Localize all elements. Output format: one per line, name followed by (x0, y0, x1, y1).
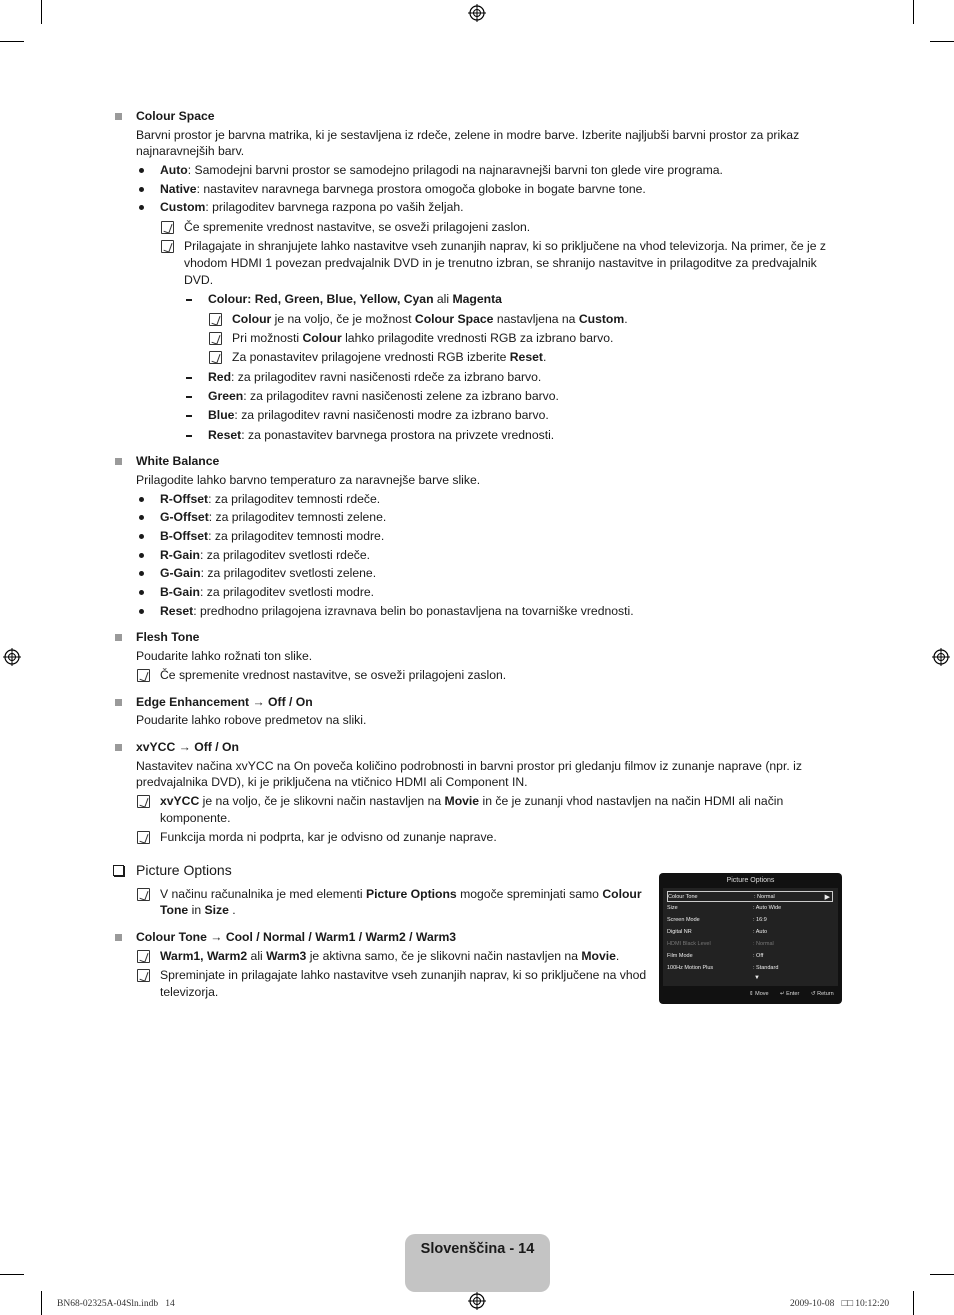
auto-item: Auto: Samodejni barvni prostor se samodejno prilagodi na najnaravnejši barvni ton glede vire programa. (160, 163, 723, 177)
colour-space-desc: najnaravnejših barv. (136, 144, 245, 158)
page-number: Slovenščina - 14 (420, 1241, 535, 1257)
section-bullet (115, 113, 122, 120)
list-item: R-Gain: za prilagoditev svetlosti rdeče. (160, 548, 370, 562)
move-icon: ⇕ (749, 991, 754, 997)
print-date: 2009-10-08 □□ 10:12:20 (790, 1299, 890, 1309)
colour-space-title: Colour Space (136, 109, 215, 123)
native-item: Native: nastavitev naravnega barvnega prostora omogoča globoke in bogate barvne tone. (160, 182, 646, 196)
tv-menu-item: 100Hz Motion Plus : Standard (667, 965, 779, 971)
edge-enhancement-title: Edge Enhancement → Off / On (136, 695, 313, 709)
list-item: B-Offset: za prilagoditev temnosti modre. (160, 529, 385, 543)
green-item: Green: za prilagoditev ravni nasičenosti zelene za izbrano barvo. (208, 389, 559, 403)
white-balance-desc: Prilagodite lahko barvno temperaturo za naravnejše barve slike. (136, 473, 481, 487)
note-text: xvYCC je na voljo, če je slikovni način nastavljen na Movie in če je zunanji vhod nastavljen na način HDMI ali način (160, 794, 784, 808)
crop-mark (0, 1274, 24, 1275)
tv-footer-return: ↺ Return (811, 991, 834, 997)
note-text: Spreminjate in prilagajate lahko nastavitve vseh zunanjih naprav, ki so priključene na vhod (160, 968, 647, 982)
registration-mark-icon (3, 648, 21, 666)
tv-menu-title: Picture Options (726, 877, 775, 884)
custom-item: Custom: prilagoditev barvnega razpona po vaših željah. (160, 200, 464, 214)
note-icon (137, 950, 150, 963)
dash-bullet (186, 299, 192, 301)
note-text: Funkcija morda ni podprta, kar je odvisno od zunanje naprave. (160, 830, 497, 844)
note-text: V načinu računalnika je med elementi Picture Options mogoče spreminjati samo Colour (160, 887, 642, 901)
section-bullet (115, 744, 122, 751)
bullet (139, 205, 144, 210)
note-icon (137, 831, 150, 844)
xvycc-title: xvYCC → Off / On (136, 740, 239, 754)
enter-icon: ↵ (780, 991, 785, 997)
bullet (139, 187, 144, 192)
section-bullet (115, 634, 122, 641)
list-item: G-Gain: za prilagoditev svetlosti zelene. (160, 566, 377, 580)
note-text: komponente. (160, 811, 231, 825)
note-text: vhodom HDMI 1 povezan predvajalnik DVD in je trenutno izbran, se shranijo nastavitve in prilagoditve za predvajalnik (184, 256, 817, 270)
xvycc-desc: predvajalnika DVD), ki je priključena na vtičnico HDMI ali Component IN. (136, 775, 528, 789)
xvycc-desc: Nastavitev načina xvYCC na On poveča količino podrobnosti in barvni prostor pri gledanju filmov iz zunanje naprave (npr. iz (136, 759, 802, 773)
tv-menu-item: Film Mode : Off (667, 953, 764, 959)
list-item: Reset: predhodno prilagojena izravnava belin bo ponastavljena na tovarniške vrednosti. (160, 604, 634, 618)
tv-menu-item: Digital NR : Auto (667, 929, 768, 935)
crop-mark (0, 41, 24, 42)
note-text: DVD. (184, 273, 214, 287)
crop-mark (930, 41, 954, 42)
bullet (139, 571, 144, 576)
note-text: Pri možnosti Colour lahko prilagodite vrednosti RGB za izbrano barvo. (232, 331, 614, 345)
tv-menu-item: Size : Auto Wide (667, 905, 782, 911)
tv-footer-move: ⇕ Move (749, 991, 769, 997)
note-text: Za ponastavitev prilagojene vrednosti RGB izberite Reset. (232, 350, 547, 364)
flesh-tone-desc: Poudarite lahko rožnati ton slike. (136, 649, 313, 663)
note-icon (161, 221, 174, 234)
bullet (139, 553, 144, 558)
reset-item: Reset: za ponastavitev barvnega prostora na privzete vrednosti. (208, 428, 555, 442)
tv-footer-enter: ↵ Enter (780, 991, 800, 997)
note-text: Če spremenite vrednost nastavitve, se osveži prilagojeni zaslon. (184, 220, 531, 234)
bullet (139, 609, 144, 614)
dash-bullet (186, 396, 192, 398)
white-balance-title: White Balance (136, 454, 220, 468)
tv-menu-list (663, 888, 838, 986)
section-bullet (115, 934, 122, 941)
tv-menu-screenshot (659, 873, 842, 1004)
edge-enhancement-desc: Poudarite lahko robove predmetov na sliki. (136, 713, 367, 727)
list-item: G-Offset: za prilagoditev temnosti zelene. (160, 510, 387, 524)
bullet (139, 497, 144, 502)
colour-subtitle: Colour: Red, Green, Blue, Yellow, Cyan ali Magenta (208, 292, 502, 306)
note-icon (209, 332, 222, 345)
list-item: R-Offset: za prilagoditev temnosti rdeče. (160, 492, 381, 506)
note-text: Colour je na voljo, če je možnost Colour Space nastavljena na Custom. (232, 312, 628, 326)
note-icon (137, 669, 150, 682)
note-text: Warm1, Warm2 ali Warm3 je aktivna samo, če je slikovni način nastavljen na Movie. (160, 949, 620, 963)
picture-options-heading: Picture Options (136, 862, 232, 878)
arrow-right-icon: ▶ (824, 894, 830, 901)
note-text: Prilagajate in shranjujete lahko nastavitve vseh zunanjih naprav, ki so priključene na vhod televizorja. Na primer, če je z (184, 239, 826, 253)
registration-mark-icon (468, 4, 486, 22)
colour-tone-title: Colour Tone → Cool / Normal / Warm1 / Warm2 / Warm3 (136, 930, 457, 944)
colour-space-desc: Barvni prostor je barvna matrika, ki je sestavljena iz rdeče, zelene in modre barve. Izberite najljubši barvni prostor za prikaz (136, 128, 800, 142)
dash-bullet (186, 415, 192, 417)
bullet (139, 590, 144, 595)
flesh-tone-title: Flesh Tone (136, 630, 200, 644)
registration-mark-icon (932, 648, 950, 666)
note-text: Tone in Size . (160, 903, 236, 917)
scroll-down-icon: ▼ (754, 975, 760, 981)
note-icon (209, 313, 222, 326)
tv-menu-item: Colour Tone : Normal ▶ (667, 891, 833, 902)
crop-mark (41, 1291, 42, 1315)
list-item: B-Gain: za prilagoditev svetlosti modre. (160, 585, 375, 599)
crop-mark (41, 0, 42, 24)
registration-mark-icon (468, 1292, 486, 1310)
note-icon (161, 240, 174, 253)
note-icon (209, 351, 222, 364)
dash-bullet (186, 377, 192, 379)
red-item: Red: za prilagoditev ravni nasičenosti rdeče za izbrano barvo. (208, 370, 542, 384)
bullet (139, 168, 144, 173)
bullet (139, 515, 144, 520)
blue-item: Blue: za prilagoditev ravni nasičenosti modre za izbrano barvo. (208, 408, 549, 422)
file-info: BN68-02325A-04Sln.indb 14 (57, 1299, 175, 1309)
note-text: Če spremenite vrednost nastavitve, se osveži prilagojeni zaslon. (160, 668, 507, 682)
section-bullet (115, 699, 122, 706)
crop-mark (930, 1274, 954, 1275)
tv-menu-item: Screen Mode : 16:9 (667, 917, 767, 923)
note-icon (137, 969, 150, 982)
note-icon (137, 795, 150, 808)
tv-menu-item: HDMI Black Level : Normal (667, 941, 774, 947)
bullet (139, 534, 144, 539)
section-bullet (115, 458, 122, 465)
dash-bullet (186, 435, 192, 437)
crop-mark (913, 0, 914, 24)
note-icon (137, 888, 150, 901)
note-text: televizorja. (160, 985, 219, 999)
checkbox-bullet (113, 865, 124, 876)
crop-mark (913, 1291, 914, 1315)
return-icon: ↺ (811, 991, 816, 997)
